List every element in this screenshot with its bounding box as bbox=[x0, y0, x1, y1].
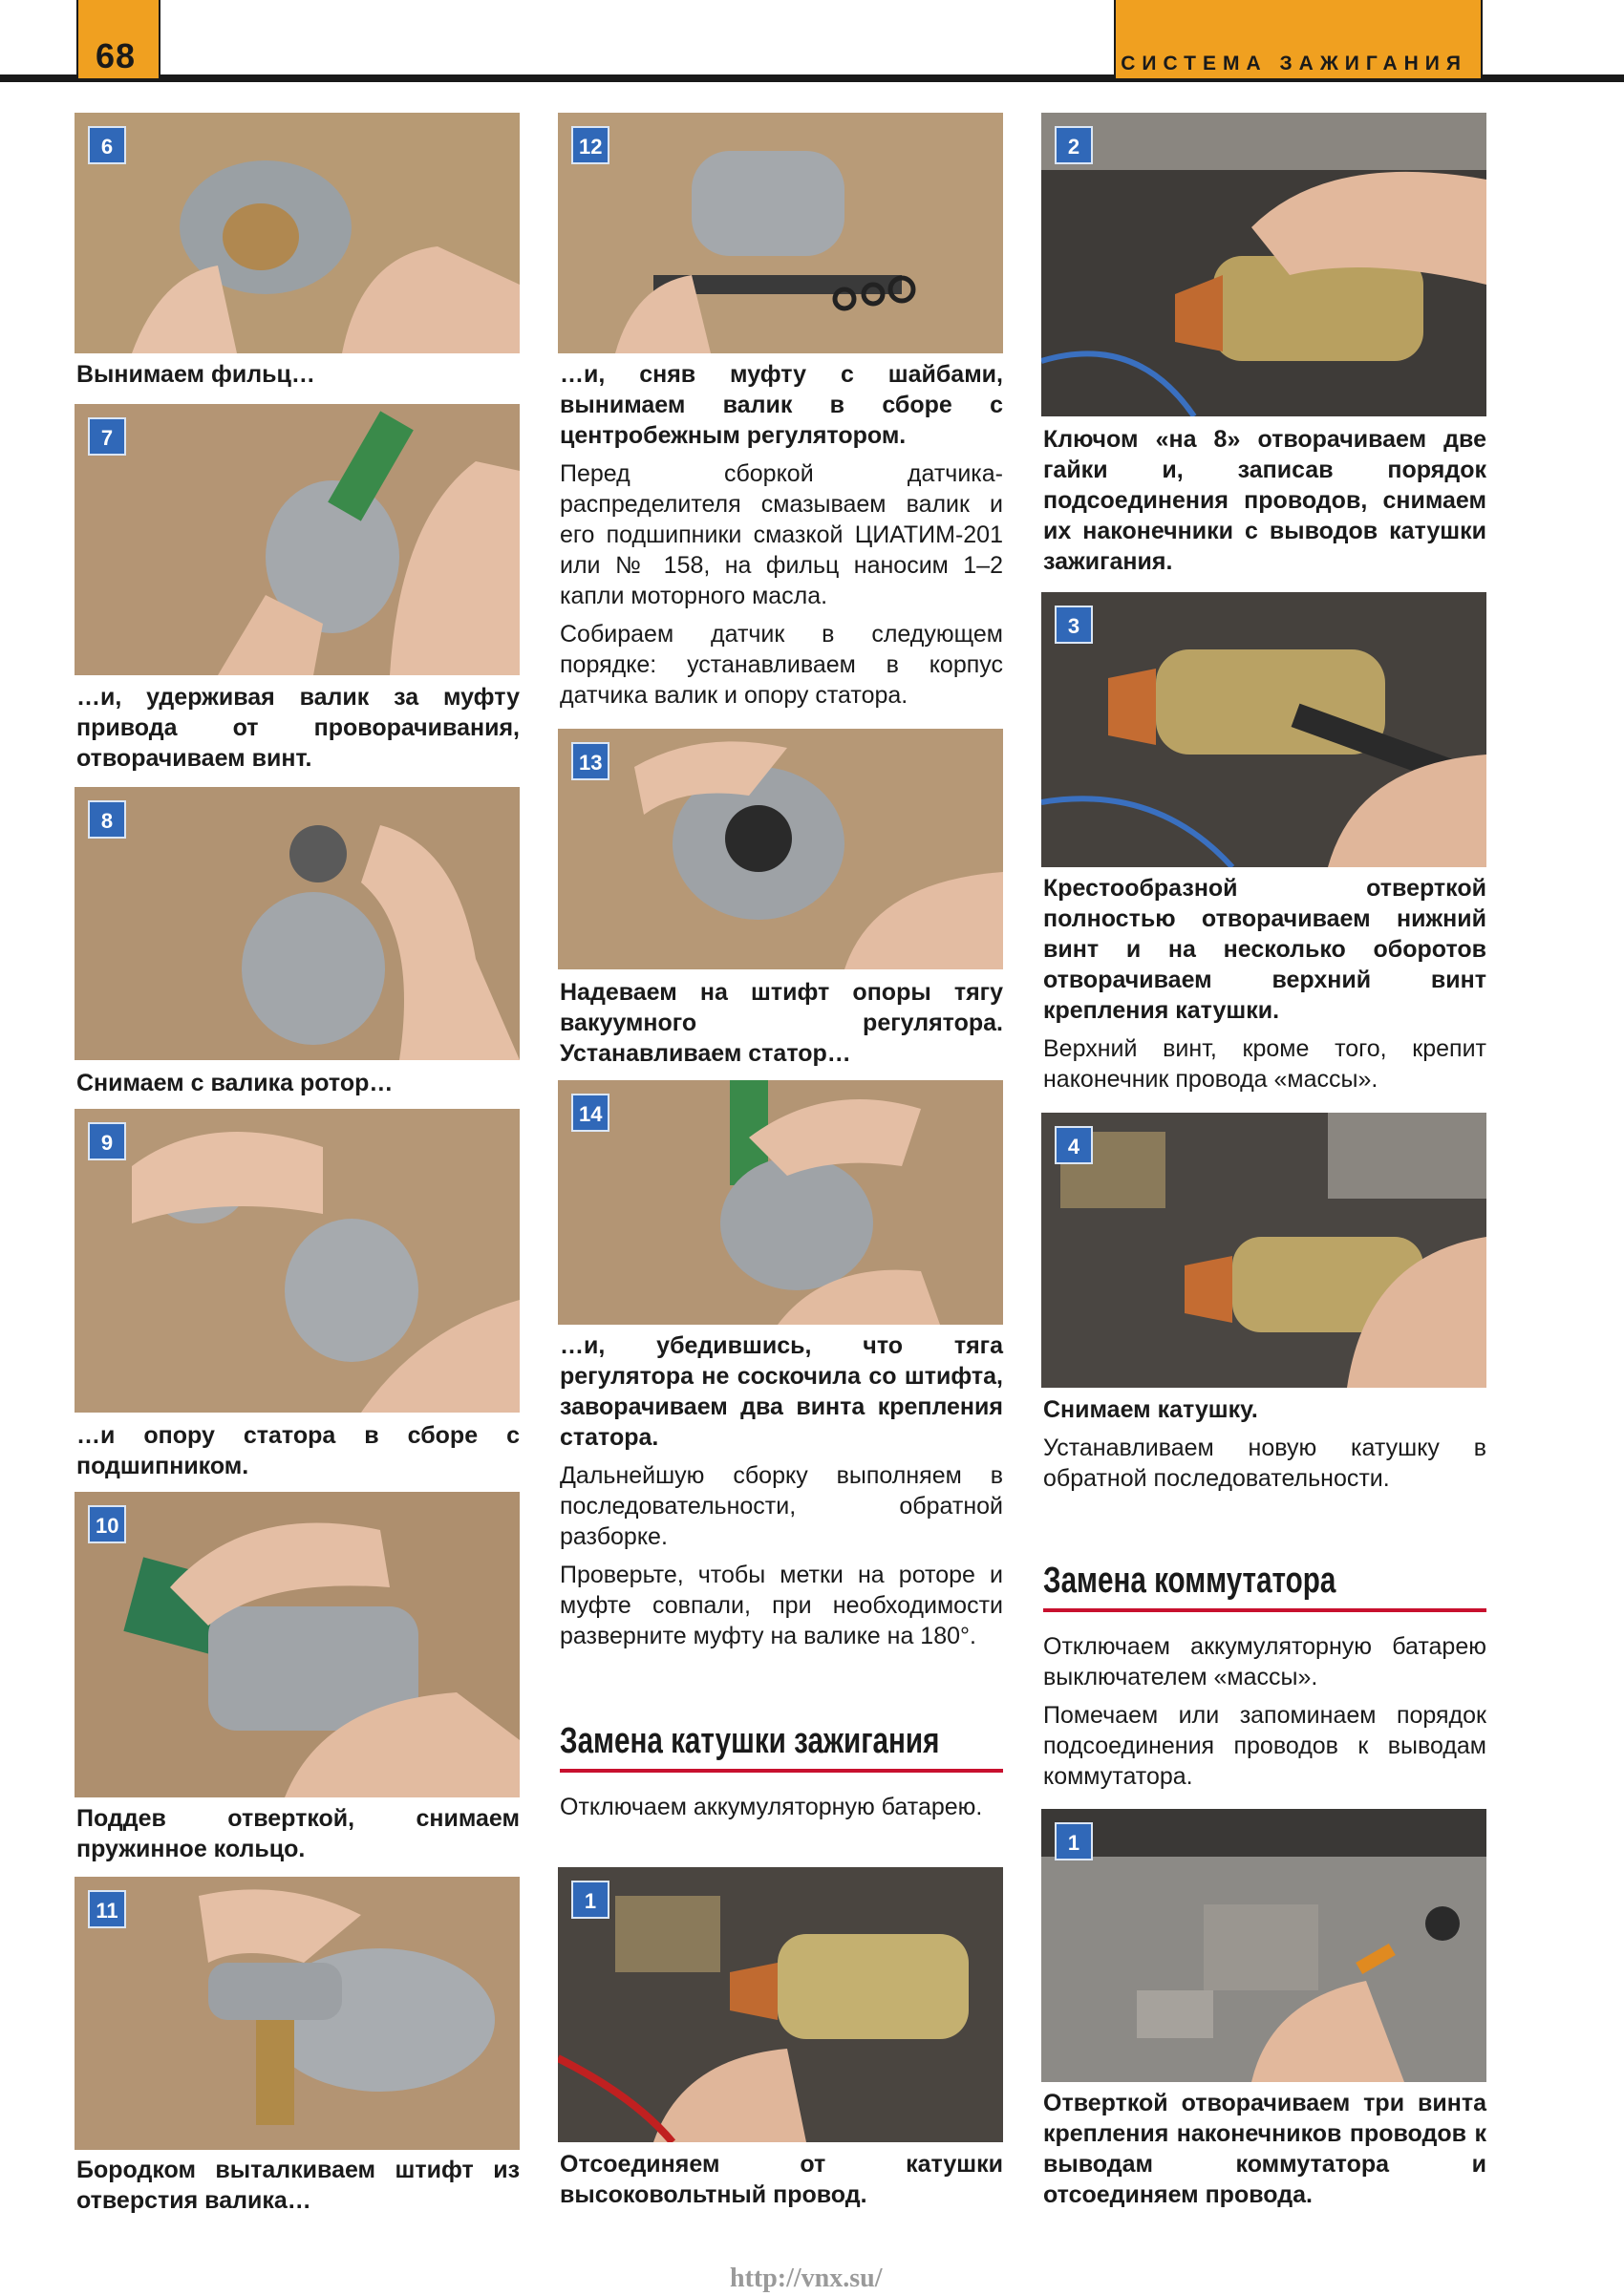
caption-coil-step-3: Крестообразной отверткой полностью отворачиваем нижний винт и на несколько оборотов отворачиваем верхний винт крепления катушки. bbox=[1043, 875, 1486, 1024]
heading-rule bbox=[1043, 1608, 1486, 1612]
caption-coil-step-2: Ключом «на 8» отворачиваем две гайки и, записав порядок подсоединения проводов, снимаем их наконечники с выводов катушки зажигания. bbox=[1043, 426, 1486, 575]
column2-text-block-1 bbox=[560, 359, 1003, 718]
photo-step-13 bbox=[558, 729, 1003, 969]
paragraph-disconnect-battery: Отключаем аккумуляторную батарею. bbox=[560, 1794, 983, 1820]
photo-step-8 bbox=[75, 787, 520, 1060]
paragraph-mark-wires: Помечаем или запоминаем порядок подсоединения проводов к выводам коммутатора. bbox=[1043, 1702, 1486, 1790]
page-number: 68 bbox=[96, 36, 137, 75]
photo-step-11 bbox=[75, 1877, 520, 2150]
paragraph-lubrication: Перед сборкой датчика-распределителя смазываем валик и его подшипники смазкой ЦИАТИМ-201 или № 158, на фильц наносим 1–2 капли моторного масла. bbox=[560, 460, 1003, 609]
paragraph-assembly-order: Собираем датчик в следующем порядке: устанавливаем в корпус датчика валик и опору статора. bbox=[560, 621, 1003, 709]
caption-commutator-step-1: Отверткой отворачиваем три винта крепления наконечников проводов к выводам коммутатора и отсоединяем провода. bbox=[1043, 2090, 1486, 2208]
section-title: СИСТЕМА ЗАЖИГАНИЯ bbox=[1121, 53, 1467, 74]
heading-commutator-replacement: Замена коммутатора bbox=[1043, 1561, 1336, 1601]
caption-step-10: Поддев отверткой, снимаем пружинное кольцо. bbox=[76, 1805, 520, 1862]
photo-step-7 bbox=[75, 404, 520, 675]
photo-step-10 bbox=[75, 1492, 520, 1797]
step-badge: 6 bbox=[88, 126, 126, 164]
caption-step-13: Надеваем на штифт опоры тягу вакуумного регулятора. Устанавливаем статор… bbox=[560, 979, 1003, 1067]
caption-step-12: …и, сняв муфту с шайбами, вынимаем валик в сборе с центробежным регулятором. bbox=[560, 361, 1003, 449]
caption-step-9: …и опору статора в сборе с подшипником. bbox=[76, 1422, 520, 1479]
step-badge: 1 bbox=[1055, 1822, 1093, 1860]
photo-coil-step-3 bbox=[1041, 592, 1486, 867]
column3-text-block-2 bbox=[1043, 1394, 1486, 1501]
photo-coil-step-1 bbox=[558, 1867, 1003, 2142]
column3-text-block-1 bbox=[1043, 873, 1486, 1102]
step-badge: 9 bbox=[88, 1122, 126, 1160]
paragraph-install-new-coil: Устанавливаем новую катушку в обратной последовательности. bbox=[1043, 1435, 1486, 1492]
photo-coil-step-4 bbox=[1041, 1113, 1486, 1388]
footer-url[interactable]: http://vnx.su/ bbox=[730, 2264, 883, 2293]
caption-step-7: …и, удерживая валик за муфту привода от проворачивания, отворачиваем винт. bbox=[76, 684, 520, 772]
paragraph-check-marks: Проверьте, чтобы метки на роторе и муфте совпали, при необходимости разверните муфту на валике на 180°. bbox=[560, 1562, 1003, 1649]
caption-step-14: …и, убедившись, что тяга регулятора не соскочила со штифта, заворачиваем два винта крепления статора. bbox=[560, 1332, 1003, 1451]
step-badge: 1 bbox=[571, 1881, 609, 1919]
step-badge: 13 bbox=[571, 742, 609, 780]
page-number-box bbox=[76, 0, 160, 78]
photo-step-9 bbox=[75, 1109, 520, 1413]
caption-coil-step-1: Отсоединяем от катушки высоковольтный провод. bbox=[560, 2151, 1003, 2208]
caption-step-8: Снимаем с валика ротор… bbox=[76, 1070, 394, 1096]
step-badge: 8 bbox=[88, 800, 126, 839]
paragraph-further-assembly: Дальнейшую сборку выполняем в последовательности, обратной разборке. bbox=[560, 1462, 1003, 1550]
caption-step-11: Бородком выталкиваем штифт из отверстия валика… bbox=[76, 2157, 520, 2214]
step-badge: 14 bbox=[571, 1094, 609, 1132]
photo-step-6 bbox=[75, 113, 520, 353]
step-badge: 10 bbox=[88, 1505, 126, 1543]
column3-text-block-3 bbox=[1043, 1631, 1486, 1799]
step-badge: 2 bbox=[1055, 126, 1093, 164]
step-badge: 11 bbox=[88, 1890, 126, 1928]
photo-coil-step-2 bbox=[1041, 113, 1486, 416]
heading-coil-replacement: Замена катушки зажигания bbox=[560, 1721, 940, 1761]
step-badge: 4 bbox=[1055, 1126, 1093, 1164]
section-title-box bbox=[1114, 0, 1483, 78]
column2-text-block-2 bbox=[560, 1330, 1003, 1659]
paragraph-disconnect-mass: Отключаем аккумуляторную батарею выключателем «массы». bbox=[1043, 1633, 1486, 1690]
caption-step-6: Вынимаем фильц… bbox=[76, 361, 315, 388]
heading-rule bbox=[560, 1769, 1003, 1773]
photo-step-14 bbox=[558, 1080, 1003, 1325]
caption-coil-step-4: Снимаем катушку. bbox=[1043, 1396, 1258, 1423]
photo-step-12 bbox=[558, 113, 1003, 353]
photo-commutator-step-1 bbox=[1041, 1809, 1486, 2082]
paragraph-upper-screw: Верхний винт, кроме того, крепит наконечник провода «массы». bbox=[1043, 1035, 1486, 1093]
step-badge: 12 bbox=[571, 126, 609, 164]
step-badge: 7 bbox=[88, 417, 126, 456]
step-badge: 3 bbox=[1055, 606, 1093, 644]
